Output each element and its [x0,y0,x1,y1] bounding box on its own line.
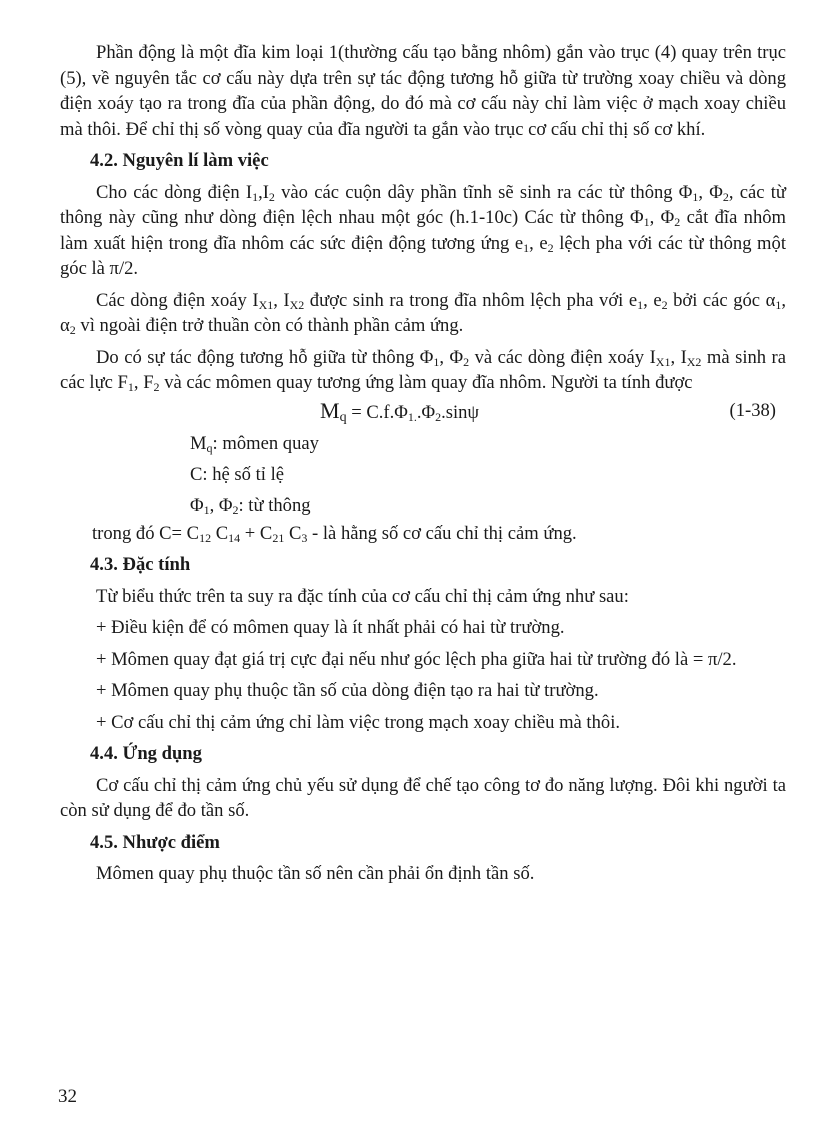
drawback-paragraph: Mômen quay phụ thuộc tần số nên cần phải ổn định tần số. [96,863,535,884]
torque-equation: $M_q = C.f.\Phi_{1.}.\Phi_2.\sin\psi$ [320,397,480,425]
equation-number: (1-38) [729,399,776,421]
page-body [60,40,786,893]
list-item: + Cơ cấu chỉ thị cảm ứng chỉ làm việc trong mạch xoay chiều mà thôi. [96,711,621,733]
characteristics-lead: Từ biểu thức trên ta suy ra đặc tính của cơ cấu chỉ thị cảm ứng như sau: [96,585,629,607]
section-4-3-heading: 4.3. Đặc tính [90,554,191,575]
application-paragraph: Cơ cấu chỉ thị cảm ứng chủ yếu sử dụng để chế tạo công tơ đo năng lượng. Đôi khi người ta còn sử dụng để đo tần số. [60,774,786,821]
principle-paragraph-2: Các dòng điện xoáy $I_{X1}$, $I_{X2}$ được sinh ra trong đĩa nhôm lệch pha với $e_1$, $e_2$ bởi các góc $\alpha_1$, $\alpha_2$ vì ngoài điện trở thuần còn có thành phần cảm ứng. [60,289,786,337]
page-number: 32 [58,1086,77,1107]
section-4-2-heading: 4.2. Nguyên lí làm việc [90,150,269,171]
variable-definitions [190,428,786,521]
def-coefficient: C: hệ số tỉ lệ [190,463,284,485]
def-flux: $\Phi_1$, $\Phi_2$: từ thông [190,494,311,517]
principle-paragraph-3: Do có sự tác động tương hỗ giữa từ thông $\Phi_1$, $\Phi_2$ và các dòng điện xoáy $I_{X1}$, $I_{X2}$ mà sinh ra các lực $F_1$, $F_2$ và các mômen quay tương ứng làm quay đĩa nhôm. Người ta tính được [60,346,787,394]
def-torque: $M_q$: mômen quay [190,432,319,455]
list-item: + Mômen quay phụ thuộc tần số của dòng điện tạo ra hai từ trường. [96,680,599,701]
characteristics-list [60,615,786,735]
intro-paragraph: Phần động là một đĩa kim loại 1(thường cấu tạo bằng nhôm) gắn vào trục (4) quay trên trục (5), về nguyên tắc cơ cấu này dựa trên sự tác động tương hỗ giữa từ trường xoay chiều và dòng điện xoáy tạo ra trong đĩa của phần động, do đó mà cơ cấu này chỉ làm việc ở mạch xoay chiều mà thôi. Để chỉ thị số vòng quay của đĩa người ta gắn vào trục cơ cấu chỉ thị số cơ khí. [60,42,786,140]
section-4-4-heading: 4.4. Ứng dụng [90,743,202,764]
constant-definition: trong đó $C= C_{12}$ $C_{14} + C_{21}$ $C_3$ - là hằng số cơ cấu chỉ thị cảm ứng. [92,522,577,545]
section-4-5-heading: 4.5. Nhược điểm [90,831,220,853]
principle-paragraph-1: Cho các dòng điện $I_1,I_2$ vào các cuộn dây phần tĩnh sẽ sinh ra các từ thông $\Phi_1$, $\Phi_2$, các từ thông này cũng như dòng điện lệch nhau một góc (h.1-10c) Các từ thông $\Phi_1$, $\Phi_2$ cắt đĩa nhôm làm xuất hiện trong đĩa nhôm các sức điện động tương ứng $e_1$, $e_2$ lệch pha với các từ thông một góc là π/2. [60,181,787,279]
list-item: + Mômen quay đạt giá trị cực đại nếu như góc lệch pha giữa hai từ trường đó là = π/2. [96,648,737,670]
equation-1-38 [60,398,786,428]
list-item: + Điều kiện để có mômen quay là ít nhất phải có hai từ trường. [96,617,565,638]
